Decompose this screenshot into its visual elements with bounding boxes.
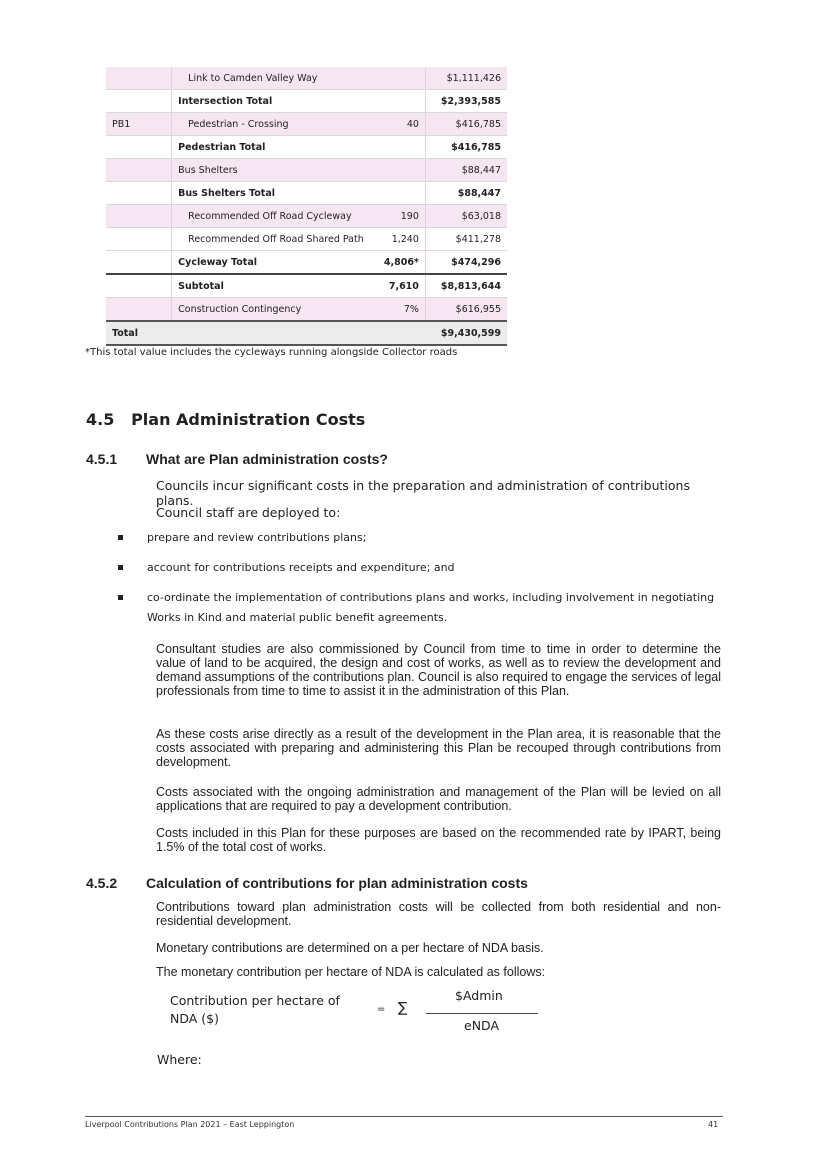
cell-item: Recommended Off Road Cycleway [172, 205, 370, 228]
cell-quantity [370, 159, 426, 182]
paragraph: The monetary contribution per hectare of NDA is calculated as follows: [156, 965, 546, 979]
subsection-number: 4.5.2 [86, 875, 118, 891]
table-row [106, 90, 507, 113]
table-row [106, 136, 507, 159]
cell-item: Pedestrian - Crossing [172, 113, 370, 136]
cell-amount: $416,785 [425, 113, 507, 136]
subsection-title: Calculation of contributions for plan administration costs [146, 875, 528, 891]
cell-item: Bus Shelters Total [172, 182, 370, 205]
bullet-item: account for contributions receipts and expenditure; and [118, 558, 722, 578]
cell-amount: $8,813,644 [425, 274, 507, 298]
table-footnote: *This total value includes the cycleways running alongside Collector roads [85, 347, 458, 358]
subsection-number: 4.5.1 [86, 451, 118, 467]
cell-quantity: 190 [370, 205, 426, 228]
paragraph: Consultant studies are also commissioned by Council from time to time in order to determine the value of land to be acquired, the design and cost of works, as well as to review the development and demand assumptions of the contributions plan. Council is also required to engage the services of legal professionals from time to time to assist it in the administration of this Plan. [156, 642, 721, 698]
cell-quantity [370, 90, 426, 113]
table-row [106, 113, 507, 136]
cell-quantity [370, 136, 426, 159]
section-heading [86, 410, 365, 429]
cell-amount: $88,447 [425, 182, 507, 205]
formula-equals: = [377, 1004, 386, 1015]
bullet-item: prepare and review contributions plans; [118, 528, 722, 548]
total-label: Total [106, 321, 172, 345]
bullet-icon [118, 565, 123, 570]
cell-code [106, 205, 172, 228]
table-row [106, 159, 507, 182]
cell-code [106, 159, 172, 182]
table-row [106, 274, 507, 298]
footer-title: Liverpool Contributions Plan 2021 – East Leppington [85, 1120, 295, 1129]
cell-item: Recommended Off Road Shared Path [172, 228, 370, 251]
section-number: 4.5 [86, 410, 115, 429]
cell-amount: $2,393,585 [425, 90, 507, 113]
cell-item: Pedestrian Total [172, 136, 370, 159]
cell-code [106, 228, 172, 251]
cell-quantity: 1,240 [370, 228, 426, 251]
cell-code [106, 90, 172, 113]
subsection-heading-1 [86, 451, 388, 467]
table-row [106, 182, 507, 205]
cell-item: Bus Shelters [172, 159, 370, 182]
formula-denominator: eNDA [464, 1018, 499, 1033]
paragraph: Monetary contributions are determined on a per hectare of NDA basis. [156, 941, 544, 955]
table-row [106, 251, 507, 275]
cell-item: Subtotal [172, 274, 370, 298]
paragraph: Costs associated with the ongoing administration and management of the Plan will be levied on all applications that are required to pay a development contribution. [156, 785, 721, 813]
cell-item: Cycleway Total [172, 251, 370, 275]
fraction-bar [426, 1013, 538, 1014]
cell-code [106, 136, 172, 159]
cell-empty [172, 321, 370, 345]
cell-code [106, 298, 172, 322]
formula-numerator: $Admin [455, 988, 503, 1003]
paragraph: Councils incur significant costs in the preparation and administration of contributions plans. [156, 478, 690, 508]
cell-quantity [370, 67, 426, 90]
total-amount: $9,430,599 [425, 321, 507, 345]
cell-code [106, 251, 172, 275]
cell-amount: $63,018 [425, 205, 507, 228]
formula-lhs: Contribution per hectare of NDA ($) [170, 993, 340, 1026]
cost-table [106, 67, 507, 346]
cell-amount: $416,785 [425, 136, 507, 159]
section-title: Plan Administration Costs [131, 410, 366, 429]
table-total-row [106, 321, 507, 345]
table-row [106, 205, 507, 228]
paragraph: Contributions toward plan administration costs will be collected from both residential and non-residential development. [156, 900, 721, 928]
cell-quantity: 4,806* [370, 251, 426, 275]
table-row [106, 298, 507, 322]
cell-code: PB1 [106, 113, 172, 136]
cell-quantity [370, 182, 426, 205]
cell-item: Link to Camden Valley Way [172, 67, 370, 90]
cell-amount: $1,111,426 [425, 67, 507, 90]
paragraph: Council staff are deployed to: [156, 505, 341, 520]
contribution-formula [170, 990, 550, 1036]
bullet-icon [118, 535, 123, 540]
subsection-heading-2 [86, 875, 528, 891]
cell-empty [370, 321, 426, 345]
sigma-icon: ∑ [398, 1000, 408, 1016]
cell-amount: $616,955 [425, 298, 507, 322]
bullet-icon [118, 595, 123, 600]
cell-quantity: 40 [370, 113, 426, 136]
where-label: Where: [157, 1052, 202, 1067]
cell-quantity: 7,610 [370, 274, 426, 298]
table-row [106, 228, 507, 251]
cell-item: Construction Contingency [172, 298, 370, 322]
cell-code [106, 67, 172, 90]
subsection-title: What are Plan administration costs? [146, 451, 388, 467]
page-number: 41 [708, 1120, 719, 1129]
footer-divider [85, 1116, 723, 1117]
cell-item: Intersection Total [172, 90, 370, 113]
cell-amount: $88,447 [425, 159, 507, 182]
cell-code [106, 182, 172, 205]
table-row [106, 67, 507, 90]
cell-quantity: 7% [370, 298, 426, 322]
paragraph: Costs included in this Plan for these purposes are based on the recommended rate by IPART, being 1.5% of the total cost of works. [156, 826, 721, 854]
cell-amount: $474,296 [425, 251, 507, 275]
cell-code [106, 274, 172, 298]
bullet-item: co-ordinate the implementation of contributions plans and works, including involvement in negotiating Works in Kind and material public benefit agreements. [118, 588, 722, 628]
cell-amount: $411,278 [425, 228, 507, 251]
paragraph: As these costs arise directly as a result of the development in the Plan area, it is reasonable that the costs associated with preparing and administering this Plan be recouped through contributions from development. [156, 727, 721, 769]
